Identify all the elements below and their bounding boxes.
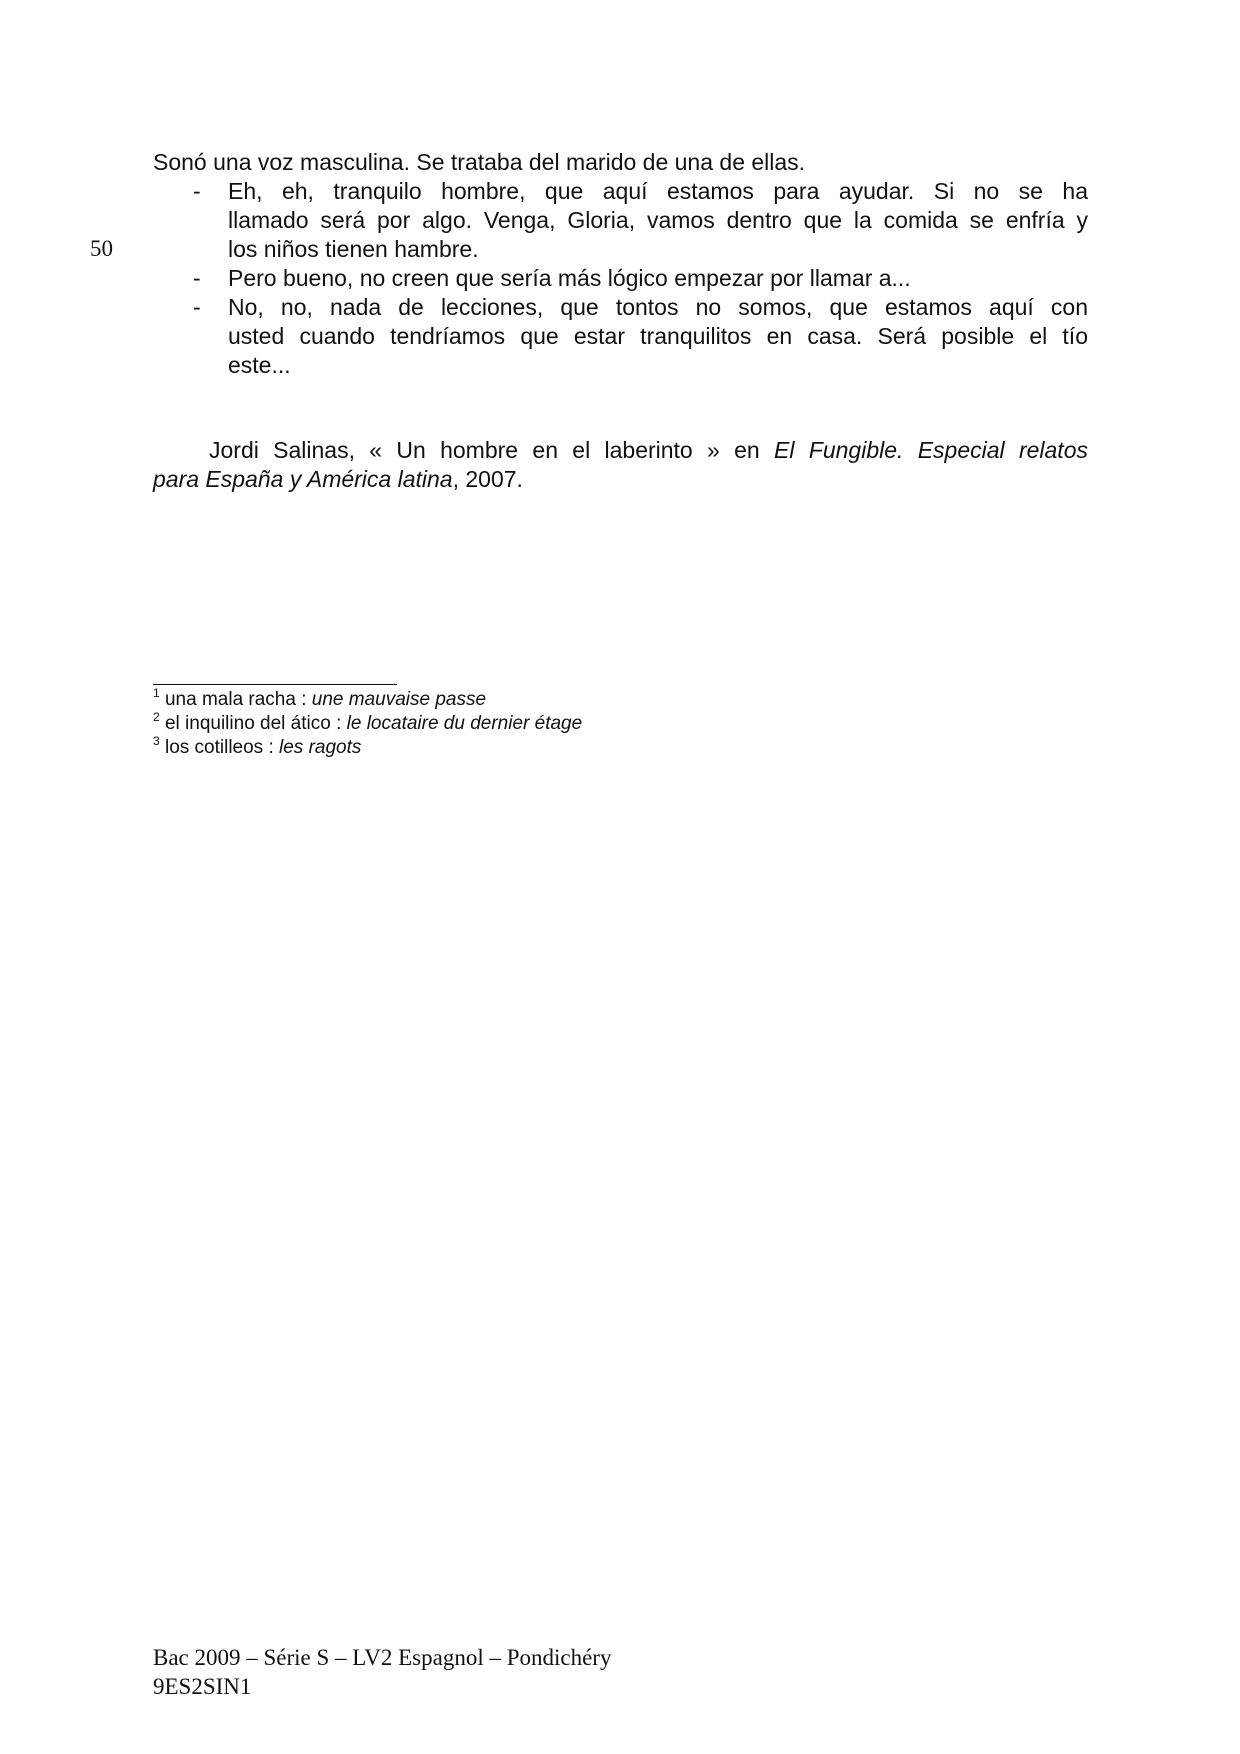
dialogue-dash: - bbox=[193, 178, 201, 204]
dialogue-line: este... bbox=[228, 352, 291, 378]
footnote-number: 2 bbox=[153, 710, 160, 724]
citation-author-title: Jordi Salinas, « Un hombre en el laberinto » en bbox=[209, 437, 775, 463]
footnote-1 bbox=[153, 688, 486, 712]
dialogue-line: Pero bueno, no creen que sería más lógico empezar por llamar a... bbox=[228, 265, 911, 291]
footnote-term: el inquilino del ático : bbox=[164, 713, 347, 734]
footnote-divider bbox=[153, 684, 397, 685]
citation-line-1 bbox=[209, 436, 1088, 465]
dialogue-line: Eh, eh, tranquilo hombre, que aquí estamos para ayudar. Si no se ha bbox=[228, 178, 1088, 204]
footnote-translation: le locataire du dernier étage bbox=[346, 713, 583, 734]
footer-exam-info: Bac 2009 – Série S – LV2 Espagnol – Pondichéry bbox=[153, 1645, 612, 1670]
footnote-translation: les ragots bbox=[279, 737, 362, 758]
footnote-term: una mala racha : bbox=[164, 689, 312, 710]
footnote-term: los cotilleos : bbox=[164, 737, 280, 758]
dialogue-line: usted cuando tendríamos que estar tranquilitos en casa. Será posible el tío bbox=[228, 323, 1088, 349]
dialogue-line: No, no, nada de lecciones, que tontos no somos, que estamos aquí con bbox=[228, 294, 1088, 320]
dialogue-line: llamado será por algo. Venga, Gloria, vamos dentro que la comida se enfría y bbox=[228, 207, 1088, 233]
dialogue-dash: - bbox=[193, 265, 201, 291]
citation-year: , 2007. bbox=[452, 466, 523, 492]
citation-line-2 bbox=[153, 465, 523, 494]
footnote-2 bbox=[153, 712, 582, 736]
citation-publication: El Fungible. Especial relatos bbox=[774, 437, 1088, 463]
dialogue-dash: - bbox=[193, 294, 201, 320]
dialogue-line: los niños tienen hambre. bbox=[228, 236, 479, 262]
citation-publication-cont: para España y América latina bbox=[153, 466, 453, 492]
footnote-number: 1 bbox=[153, 686, 160, 700]
footnote-translation: une mauvaise passe bbox=[311, 689, 487, 710]
footnote-3 bbox=[153, 736, 361, 760]
intro-paragraph: Sonó una voz masculina. Se trataba del marido de una de ellas. bbox=[153, 149, 806, 175]
line-number: 50 bbox=[90, 236, 113, 261]
footer-exam-code: 9ES2SIN1 bbox=[153, 1674, 252, 1699]
footnote-number: 3 bbox=[153, 734, 160, 748]
